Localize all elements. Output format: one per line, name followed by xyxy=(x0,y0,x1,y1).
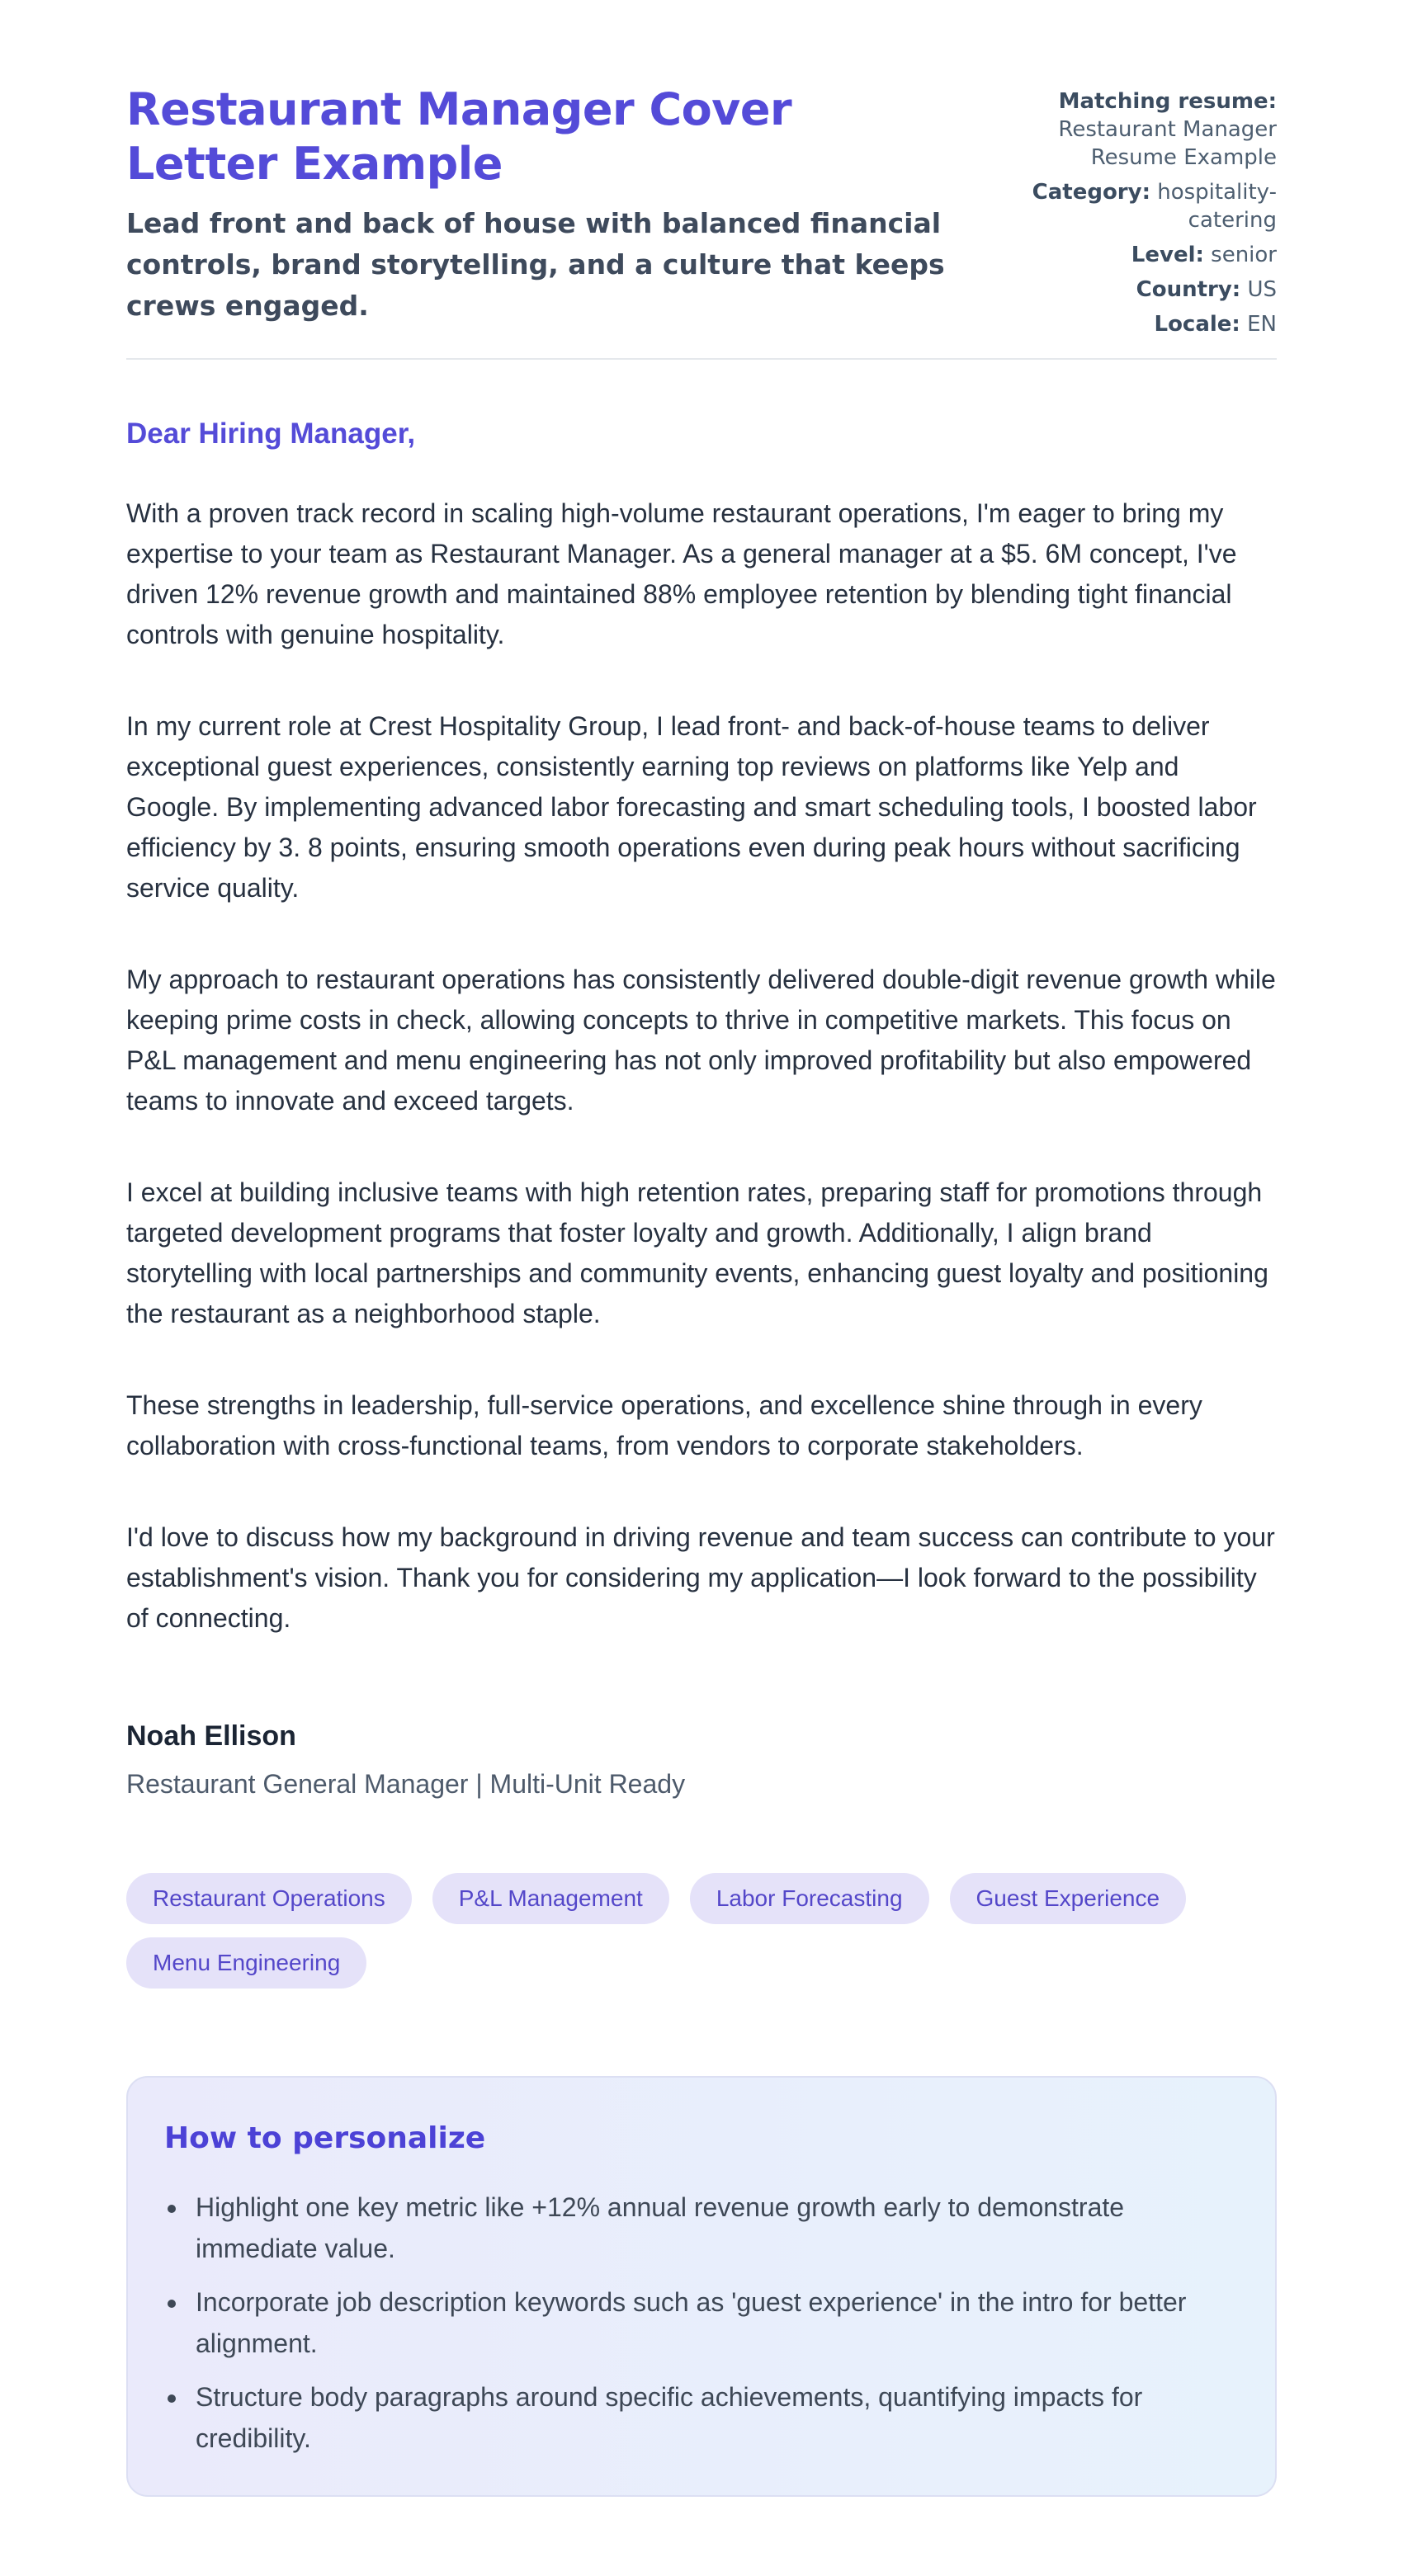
meta-row-locale xyxy=(988,310,1277,338)
meta-label: Country: xyxy=(1136,277,1241,302)
page xyxy=(126,0,1277,2576)
paragraph: I excel at building inclusive teams with high retention rates, preparing staff for promotions through targeted development programs that foster loyalty and growth. Additionally, I align brand storytelling with local partnerships and community events, enhancing guest loyalty and positioning the restaurant as a neighborhood staple. xyxy=(126,1177,1268,1328)
meta-row-matching-resume xyxy=(988,87,1277,172)
page-title: Restaurant Manager Cover Letter Example xyxy=(126,83,792,190)
meta-value: US xyxy=(1247,277,1277,302)
meta-panel xyxy=(988,83,1277,345)
paragraph: These strengths in leadership, full-service operations, and excellence shine through in every collaboration with cross-functional teams, from vendors to corporate stakeholders. xyxy=(126,1390,1202,1460)
tag-labor-forecasting: Labor Forecasting xyxy=(690,1873,929,1924)
meta-value: senior xyxy=(1211,243,1277,267)
signature-role: Restaurant General Manager | Multi-Unit Ready xyxy=(126,1769,686,1799)
meta-label: Locale: xyxy=(1154,312,1240,337)
tag-restaurant-operations: Restaurant Operations xyxy=(126,1873,412,1924)
tips-heading: How to personalize xyxy=(164,2121,486,2155)
tag-pl-management: P&L Management xyxy=(432,1873,669,1924)
meta-label: Category: xyxy=(1032,180,1150,205)
paragraph: My approach to restaurant operations has consistently delivered double-digit revenue growth while keeping prime costs in check, allowing concepts to thrive in competitive markets. This focus on P&L management and menu engineering has not only improved profitability but also empowered teams to innovate and exceed targets. xyxy=(126,965,1276,1116)
tip-item: • Incorporate job description keywords such as 'guest experience' in the intro for better alignment. xyxy=(189,2281,1235,2364)
meta-value: hospitality-catering xyxy=(1157,180,1277,233)
meta-label: Level: xyxy=(1131,243,1204,267)
paragraph: With a proven track record in scaling high-volume restaurant operations, I'm eager to bring my expertise to your team as Restaurant Manager. As a general manager at a $5. 6M concept, I've driven 12% revenue growth and maintained 88% employee retention by blending tight financial controls with genuine hospitality. xyxy=(126,498,1237,649)
meta-label: Matching resume: xyxy=(1058,89,1277,114)
header xyxy=(126,83,1277,345)
salutation: Dear Hiring Manager, xyxy=(126,418,416,450)
tag-list xyxy=(126,1873,1277,1989)
meta-value: EN xyxy=(1247,312,1277,337)
meta-value: Restaurant Manager Resume Example xyxy=(1058,117,1277,170)
paragraph: In my current role at Crest Hospitality Group, I lead front- and back-of-house teams to deliver exceptional guest experiences, consistently earning top reviews on platforms like Yelp and Google. By implementing advanced labor forecasting and smart scheduling tools, I boosted labor efficiency by 3. 8 points, ensuring smooth operations even during peak hours without sacrificing service quality. xyxy=(126,711,1257,903)
tip-item: • Highlight one key metric like +12% annual revenue growth early to demonstrate immediate value. xyxy=(189,2187,1235,2269)
meta-row-level xyxy=(988,241,1277,269)
letter-body xyxy=(126,418,1277,1800)
header-text-block xyxy=(126,83,955,327)
tip-item: • Structure body paragraphs around specific achievements, quantifying impacts for credibility. xyxy=(189,2376,1235,2459)
paragraph: I'd love to discuss how my background in driving revenue and team success can contribute to your establishment's vision. Thank you for considering my application—I look forward to the possibility of connecting. xyxy=(126,1522,1275,1633)
tips-list xyxy=(164,2187,1235,2459)
page-subtitle: Lead front and back of house with balanced financial controls, brand storytelling, and a culture that keeps crews engaged. xyxy=(126,207,945,322)
meta-row-category xyxy=(988,178,1277,234)
meta-row-country xyxy=(988,276,1277,304)
tips-box xyxy=(126,2076,1277,2497)
content-divider xyxy=(126,358,1277,360)
tag-menu-engineering: Menu Engineering xyxy=(126,1937,366,1989)
tag-guest-experience: Guest Experience xyxy=(950,1873,1187,1924)
signature-name: Noah Ellison xyxy=(126,1720,296,1752)
